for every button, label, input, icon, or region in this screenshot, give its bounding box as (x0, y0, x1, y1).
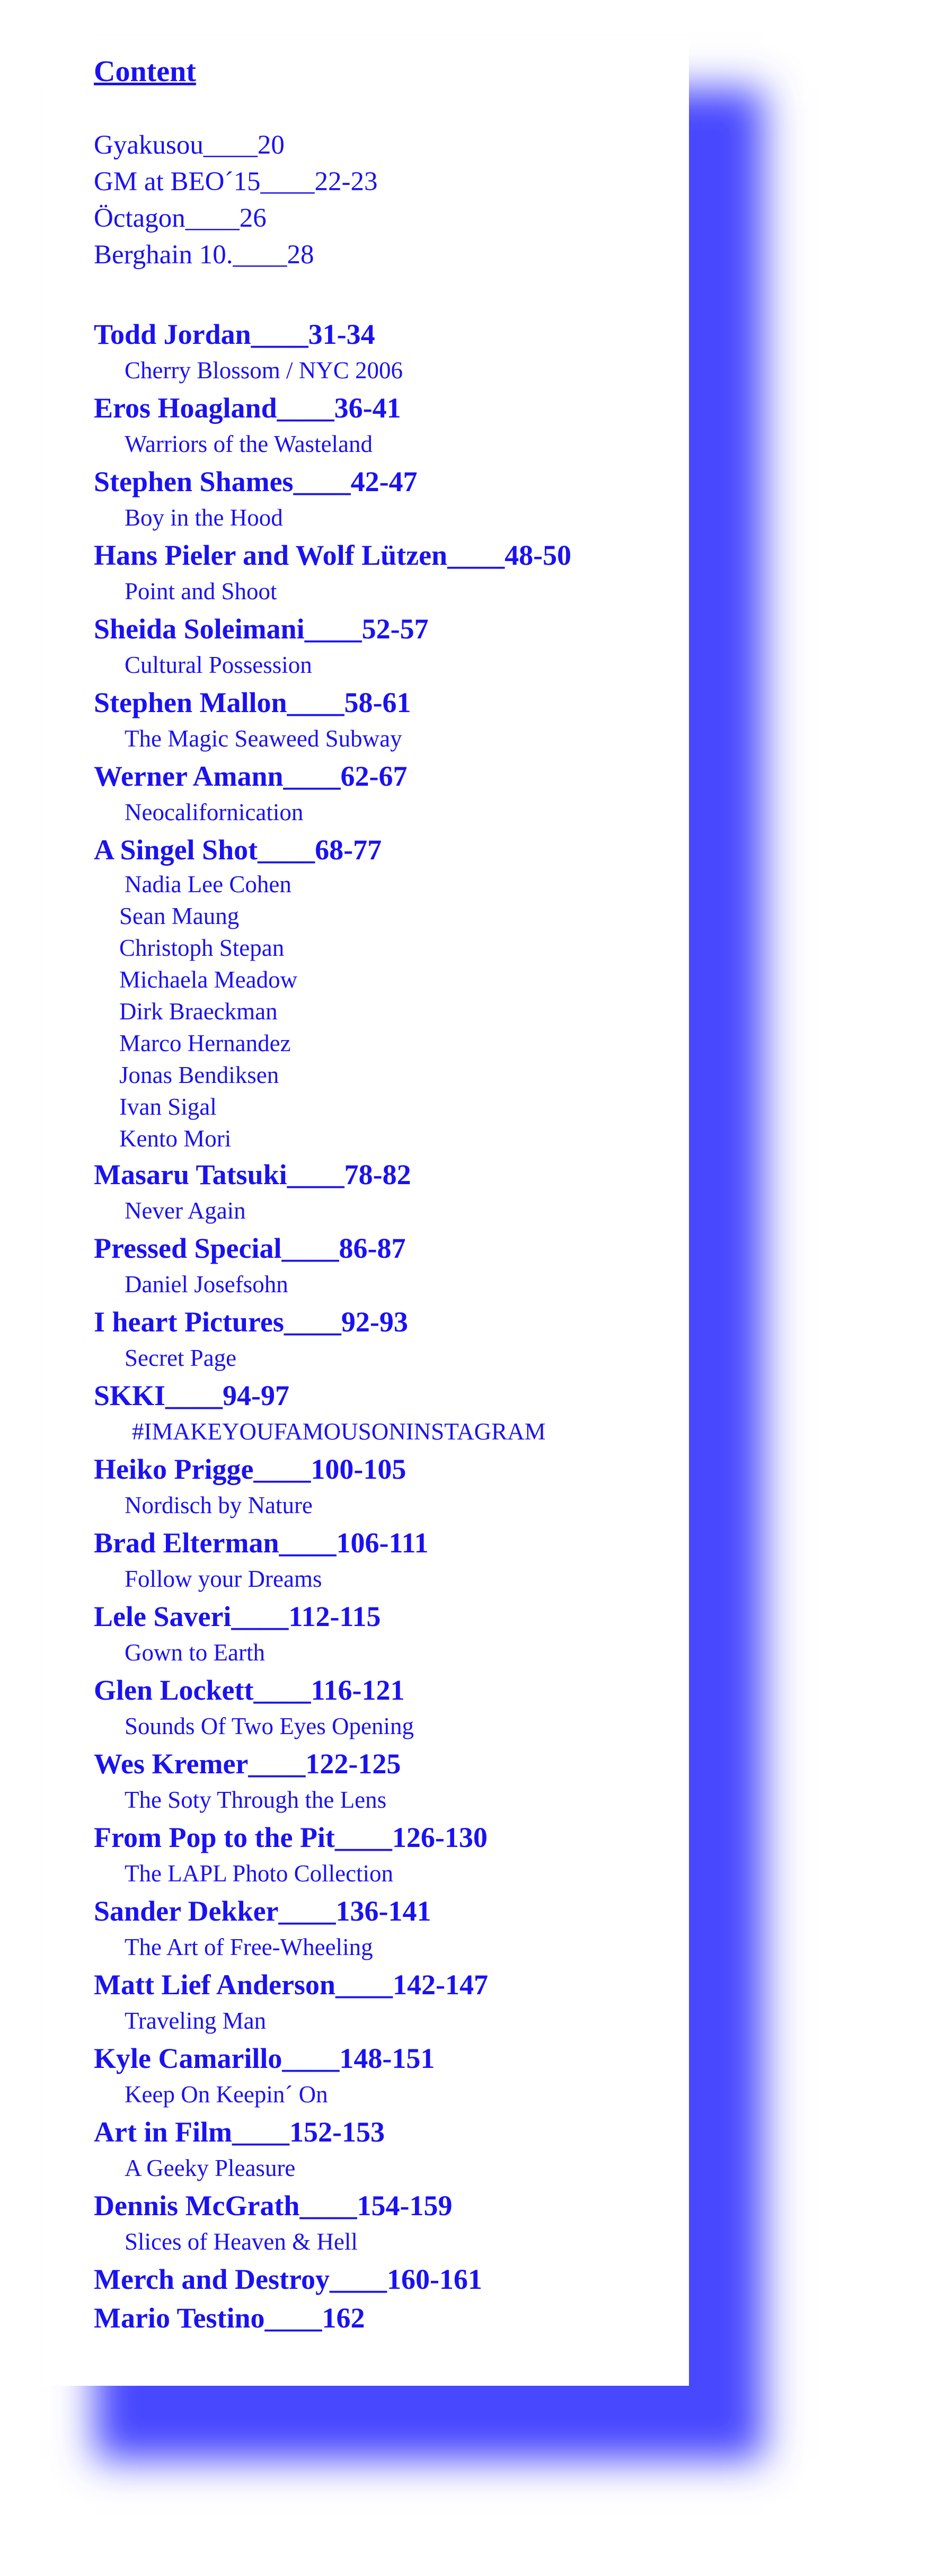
article-title: Sheida Soleimani____52-57 (94, 613, 429, 645)
article-subtitle: The LAPL Photo Collection (125, 1860, 394, 1887)
article-entry (94, 610, 677, 682)
article-title: Merch and Destroy____160-161 (94, 2263, 482, 2295)
article-title: I heart Pictures____92-93 (94, 1306, 408, 1338)
photographer-name: Sean Maung (119, 903, 240, 929)
article-entry (94, 1156, 677, 1228)
article-subtitle: Neocalifornication (125, 799, 304, 825)
contents-heading: Content (94, 55, 196, 88)
article-subtitle: #IMAKEYOUFAMOUSONINSTAGRAM (132, 1418, 546, 1445)
article-subtitle: Follow your Dreams (125, 1566, 322, 1592)
article-title: Masaru Tatsuki____78-82 (94, 1159, 411, 1191)
article-entry (94, 1524, 677, 1596)
article-title: Matt Lief Anderson____142-147 (94, 1969, 488, 2001)
article-title: Sander Dekker____136-141 (94, 1895, 431, 1927)
photographer-name: Nadia Lee Cohen (125, 871, 291, 898)
article-title: Art in Film____152-153 (94, 2116, 385, 2148)
article-title: Kyle Camarillo____148-151 (94, 2042, 435, 2074)
article-subtitle: Cultural Possession (125, 652, 312, 678)
photographer-name: Michaela Meadow (119, 966, 298, 993)
photographer-name: Jonas Bendiksen (119, 1062, 279, 1088)
article-subtitle: The Soty Through the Lens (125, 1787, 387, 1813)
article-entry (94, 2299, 677, 2337)
article-subtitle: Keep On Keepin´ On (125, 2081, 328, 2108)
photographer-name: Christoph Stepan (119, 935, 285, 961)
article-title: SKKI____94-97 (94, 1380, 290, 1411)
article-title: Werner Amann____62-67 (94, 760, 408, 792)
article-entry (94, 1230, 677, 1302)
article-entry (94, 831, 677, 1154)
article-subtitle: Nordisch by Nature (125, 1492, 313, 1518)
article-subtitle: Never Again (125, 1197, 246, 1224)
article-entry (94, 537, 677, 609)
article-subtitle: Gown to Earth (125, 1639, 265, 1666)
article-entry (94, 1745, 677, 1817)
article-entry (94, 2261, 677, 2298)
article-title: Eros Hoagland____36-41 (94, 392, 401, 424)
simple-entry: GM at BEO´15____22-23 (94, 167, 378, 197)
article-entry (94, 316, 677, 388)
article-entry (94, 463, 677, 535)
article-subtitle: The Art of Free-Wheeling (125, 1934, 373, 1960)
article-subtitle: Cherry Blossom / NYC 2006 (125, 357, 403, 384)
simple-entries (94, 127, 677, 273)
article-title: Lele Saveri____112-115 (94, 1601, 381, 1632)
article-subtitle: Slices of Heaven & Hell (125, 2228, 358, 2255)
article-entry (94, 2187, 677, 2259)
contents-body (94, 52, 677, 2338)
article-entry (94, 1966, 677, 2038)
simple-entry: Berghain 10.____28 (94, 240, 314, 270)
article-entry (94, 2113, 677, 2186)
article-entry (94, 389, 677, 461)
photographer-name: Ivan Sigal (119, 1094, 217, 1120)
article-entry (94, 1819, 677, 1891)
article-entry (94, 1377, 677, 1449)
article-title: From Pop to the Pit____126-130 (94, 1822, 488, 1853)
article-title: Glen Lockett____116-121 (94, 1674, 405, 1706)
article-entry (94, 1672, 677, 1744)
article-title: Mario Testino____162 (94, 2302, 365, 2334)
article-entry (94, 1303, 677, 1375)
article-subtitle: Sounds Of Two Eyes Opening (125, 1713, 414, 1739)
article-subtitle: Traveling Man (125, 2007, 267, 2034)
article-subtitle: Warriors of the Wasteland (125, 431, 373, 457)
article-entry (94, 684, 677, 756)
article-subtitle: Daniel Josefsohn (125, 1271, 288, 1298)
photographer-name: Kento Mori (119, 1125, 232, 1152)
article-title: Stephen Mallon____58-61 (94, 687, 411, 718)
article-title: Brad Elterman____106-111 (94, 1527, 429, 1559)
article-title: Pressed Special____86-87 (94, 1232, 406, 1264)
article-title: Todd Jordan____31-34 (94, 318, 375, 350)
article-title: Hans Pieler and Wolf Lützen____48-50 (94, 539, 572, 571)
article-entry (94, 1598, 677, 1670)
simple-entry: Gyakusou____20 (94, 130, 285, 160)
photographer-name: Marco Hernandez (119, 1030, 291, 1056)
article-title: A Singel Shot____68-77 (94, 834, 382, 866)
article-entry (94, 2040, 677, 2112)
article-entry (94, 1451, 677, 1523)
photographer-names (94, 868, 677, 1154)
photographer-name: Dirk Braeckman (119, 998, 278, 1025)
article-subtitle: Boy in the Hood (125, 504, 283, 531)
article-title: Dennis McGrath____154-159 (94, 2190, 453, 2222)
article-entry (94, 758, 677, 830)
article-subtitle: Secret Page (125, 1345, 237, 1371)
article-subtitle: A Geeky Pleasure (125, 2155, 296, 2181)
article-subtitle: Point and Shoot (125, 578, 277, 605)
article-subtitle: The Magic Seaweed Subway (125, 725, 402, 752)
article-entries (94, 316, 677, 2337)
article-entry (94, 1893, 677, 1965)
article-title: Stephen Shames____42-47 (94, 466, 418, 498)
contents-page (42, 36, 689, 2386)
simple-entry: Öctagon____26 (94, 203, 267, 233)
article-title: Wes Kremer____122-125 (94, 1748, 401, 1780)
article-title: Heiko Prigge____100-105 (94, 1453, 406, 1485)
